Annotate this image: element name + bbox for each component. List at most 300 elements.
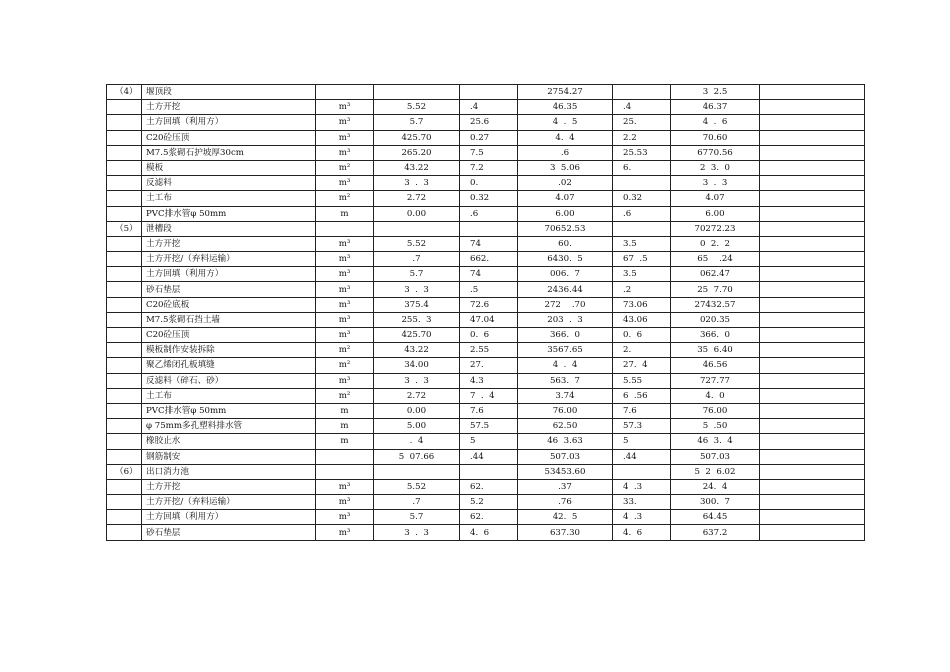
table-cell: m³: [316, 495, 374, 510]
table-cell: m²: [316, 160, 374, 175]
table-cell: 土方开挖: [142, 479, 316, 494]
table-cell: 5.52: [374, 236, 460, 251]
table-row: [107, 495, 865, 510]
table-cell: 425.70: [374, 130, 460, 145]
table-cell: 土方开挖: [142, 236, 316, 251]
table-cell: [107, 267, 142, 282]
table-cell: m³: [316, 130, 374, 145]
table-cell: 聚乙烯闭孔板填缝: [142, 358, 316, 373]
table-cell: m²: [316, 388, 374, 403]
table-cell: 3567.65: [518, 343, 613, 358]
table-cell: [760, 130, 865, 145]
table-cell: 67 .5: [613, 252, 671, 267]
table-cell: [760, 343, 865, 358]
table-cell: 5.55: [613, 373, 671, 388]
table-cell: 2.55: [460, 343, 518, 358]
table-cell: [107, 373, 142, 388]
table-cell: 土方开挖/（弃料运输）: [142, 495, 316, 510]
table-row: [107, 479, 865, 494]
table-cell: 反滤料（碎石、砂）: [142, 373, 316, 388]
table-cell: 0.32: [460, 191, 518, 206]
table-cell: [760, 388, 865, 403]
table-cell: [760, 297, 865, 312]
table-cell: [760, 85, 865, 100]
table-row: [107, 176, 865, 191]
table-row: [107, 403, 865, 418]
table-cell: 土方开挖: [142, 100, 316, 115]
table-cell: .6: [460, 206, 518, 221]
table-cell: [760, 267, 865, 282]
table-cell: 637.2: [671, 525, 760, 540]
table-cell: 62.50: [518, 419, 613, 434]
table-cell: .4: [460, 100, 518, 115]
table-cell: 4. 0: [671, 388, 760, 403]
table-cell: [316, 85, 374, 100]
table-cell: m: [316, 434, 374, 449]
table-cell: M7.5浆砌石挡土墙: [142, 312, 316, 327]
table-cell: 2.72: [374, 191, 460, 206]
table-row: [107, 282, 865, 297]
table-cell: [316, 449, 374, 464]
table-cell: m³: [316, 282, 374, 297]
table-cell: 0.32: [613, 191, 671, 206]
table-row: [107, 343, 865, 358]
table-cell: 3 . 3: [671, 176, 760, 191]
table-cell: 土方回填（利用方）: [142, 115, 316, 130]
table-cell: [374, 221, 460, 236]
table-cell: 模板制作安装拆除: [142, 343, 316, 358]
table-cell: 43.22: [374, 160, 460, 175]
table-cell: 5.7: [374, 115, 460, 130]
table-cell: 6430. 5: [518, 252, 613, 267]
table-row: [107, 160, 865, 175]
table-cell: [760, 328, 865, 343]
table-cell: [107, 252, 142, 267]
table-cell: 3 . 3: [374, 373, 460, 388]
table-cell: 25 7.70: [671, 282, 760, 297]
table-cell: 563. 7: [518, 373, 613, 388]
table-cell: 46 3. 4: [671, 434, 760, 449]
table-cell: 33.: [613, 495, 671, 510]
table-cell: 6.00: [671, 206, 760, 221]
table-cell: 265.20: [374, 145, 460, 160]
table-cell: 46.56: [671, 358, 760, 373]
table-cell: m³: [316, 312, 374, 327]
table-row: [107, 252, 865, 267]
table-cell: [107, 388, 142, 403]
table-cell: 5 07.66: [374, 449, 460, 464]
table-cell: [760, 312, 865, 327]
table-cell: 模板: [142, 160, 316, 175]
table-cell: 5.2: [460, 495, 518, 510]
table-cell: （4）: [107, 85, 142, 100]
table-cell: 4 .3: [613, 510, 671, 525]
table-cell: 76.00: [518, 403, 613, 418]
table-cell: 0. 6: [460, 328, 518, 343]
table-cell: [107, 525, 142, 540]
table-cell: 272 .70: [518, 297, 613, 312]
table-cell: [760, 373, 865, 388]
table-cell: 7.5: [460, 145, 518, 160]
table-cell: [760, 236, 865, 251]
table-cell: 5 2 6.02: [671, 464, 760, 479]
table-cell: 2 3. 0: [671, 160, 760, 175]
table-cell: 土工布: [142, 388, 316, 403]
table-cell: m²: [316, 191, 374, 206]
table-cell: 砂石垫层: [142, 282, 316, 297]
table-cell: C20砼压顶: [142, 328, 316, 343]
table-cell: PVC排水管φ 50mm: [142, 206, 316, 221]
table-row: [107, 358, 865, 373]
table-cell: 5.00: [374, 419, 460, 434]
table-row: [107, 191, 865, 206]
table-cell: m³: [316, 328, 374, 343]
table-cell: 6 .56: [613, 388, 671, 403]
table-cell: 203 . 3: [518, 312, 613, 327]
table-cell: 47.04: [460, 312, 518, 327]
table-cell: .44: [460, 449, 518, 464]
table-cell: m³: [316, 479, 374, 494]
table-cell: .5: [460, 282, 518, 297]
table-cell: 53453.60: [518, 464, 613, 479]
table-cell: [107, 434, 142, 449]
table-cell: 43.22: [374, 343, 460, 358]
table-cell: [107, 282, 142, 297]
table-row: [107, 236, 865, 251]
table-cell: [613, 85, 671, 100]
table-cell: m: [316, 206, 374, 221]
table-cell: C20砼底板: [142, 297, 316, 312]
table-cell: [316, 221, 374, 236]
table-cell: m³: [316, 176, 374, 191]
table-cell: . 4: [374, 434, 460, 449]
table-cell: [107, 130, 142, 145]
table-cell: 25.6: [460, 115, 518, 130]
table-cell: [760, 525, 865, 540]
table-cell: [760, 252, 865, 267]
table-cell: 反滤料: [142, 176, 316, 191]
table-row: [107, 525, 865, 540]
table-cell: [760, 221, 865, 236]
table-cell: 42. 5: [518, 510, 613, 525]
table-row: [107, 115, 865, 130]
table-cell: [107, 100, 142, 115]
table-cell: 46.37: [671, 100, 760, 115]
table-cell: .6: [518, 145, 613, 160]
table-cell: C20砼压顶: [142, 130, 316, 145]
table-cell: 4.3: [460, 373, 518, 388]
table-cell: 70272.23: [671, 221, 760, 236]
table-cell: [107, 145, 142, 160]
table-cell: 507.03: [671, 449, 760, 464]
table-cell: [613, 464, 671, 479]
table-cell: [107, 236, 142, 251]
table-cell: 0.27: [460, 130, 518, 145]
table-cell: 74: [460, 236, 518, 251]
table-cell: 5.7: [374, 267, 460, 282]
table-cell: PVC排水管φ 50mm: [142, 403, 316, 418]
table-cell: [760, 176, 865, 191]
table-cell: φ 75mm多孔塑料排水管: [142, 419, 316, 434]
table-row: [107, 297, 865, 312]
table-cell: 3 . 3: [374, 525, 460, 540]
table-cell: 6770.56: [671, 145, 760, 160]
table-cell: [760, 191, 865, 206]
table-row: [107, 510, 865, 525]
table-cell: [374, 85, 460, 100]
table-cell: m²: [316, 343, 374, 358]
table-cell: [760, 449, 865, 464]
table-cell: （6）: [107, 464, 142, 479]
table-cell: [107, 419, 142, 434]
table-cell: 7 . 4: [460, 388, 518, 403]
table-row: [107, 85, 865, 100]
table-cell: m³: [316, 115, 374, 130]
table-cell: 0.00: [374, 206, 460, 221]
table-cell: .76: [518, 495, 613, 510]
table-row: [107, 267, 865, 282]
table-cell: 土工布: [142, 191, 316, 206]
table-cell: 2.2: [613, 130, 671, 145]
table-cell: 3 . 3: [374, 176, 460, 191]
table-cell: [760, 403, 865, 418]
table-cell: [107, 403, 142, 418]
table-cell: 062.47: [671, 267, 760, 282]
table-cell: m³: [316, 510, 374, 525]
table-cell: 0.00: [374, 403, 460, 418]
table-cell: 25.53: [613, 145, 671, 160]
table-cell: [460, 464, 518, 479]
table-cell: 泄槽段: [142, 221, 316, 236]
table-cell: 35 6.40: [671, 343, 760, 358]
table-cell: [374, 464, 460, 479]
table-cell: [107, 206, 142, 221]
table-cell: 7.6: [613, 403, 671, 418]
table-cell: [107, 358, 142, 373]
table-cell: [760, 464, 865, 479]
table-cell: 0. 6: [613, 328, 671, 343]
table-cell: [460, 221, 518, 236]
table-cell: .44: [613, 449, 671, 464]
table-cell: 70.60: [671, 130, 760, 145]
table-cell: m: [316, 419, 374, 434]
table-row: [107, 145, 865, 160]
table-cell: 2.72: [374, 388, 460, 403]
table-cell: 5: [613, 434, 671, 449]
table-row: [107, 373, 865, 388]
table-cell: 65 .24: [671, 252, 760, 267]
table-cell: 60.: [518, 236, 613, 251]
table-cell: [760, 115, 865, 130]
table-cell: 375.4: [374, 297, 460, 312]
table-cell: 4.07: [518, 191, 613, 206]
table-cell: m³: [316, 373, 374, 388]
table-cell: [613, 221, 671, 236]
table-cell: 46.35: [518, 100, 613, 115]
table-cell: [107, 297, 142, 312]
table-row: [107, 312, 865, 327]
table-cell: 4 . 5: [518, 115, 613, 130]
table-cell: 4.07: [671, 191, 760, 206]
table-cell: [760, 510, 865, 525]
table-row: [107, 100, 865, 115]
table-cell: 3.5: [613, 267, 671, 282]
table-cell: m³: [316, 525, 374, 540]
table-cell: 5.52: [374, 479, 460, 494]
table-cell: 637.30: [518, 525, 613, 540]
table-cell: [760, 145, 865, 160]
table-row: [107, 206, 865, 221]
table-cell: 27432.57: [671, 297, 760, 312]
table-cell: [107, 495, 142, 510]
table-cell: [107, 115, 142, 130]
table-cell: 507.03: [518, 449, 613, 464]
table-cell: 土方回填（利用方）: [142, 510, 316, 525]
table-cell: m³: [316, 145, 374, 160]
table-cell: 62.: [460, 479, 518, 494]
table-cell: 425.70: [374, 328, 460, 343]
table-cell: 62.: [460, 510, 518, 525]
table-cell: 662.: [460, 252, 518, 267]
table-cell: 6.: [613, 160, 671, 175]
table-cell: [760, 100, 865, 115]
table-row: [107, 221, 865, 236]
table-cell: [760, 419, 865, 434]
table-cell: 24. 4: [671, 479, 760, 494]
table-cell: 4. 6: [613, 525, 671, 540]
quantity-table: [106, 84, 865, 541]
table-cell: [107, 479, 142, 494]
table-cell: m³: [316, 297, 374, 312]
table-cell: 300. 7: [671, 495, 760, 510]
table-cell: （5）: [107, 221, 142, 236]
table-cell: .4: [613, 100, 671, 115]
table-cell: 76.00: [671, 403, 760, 418]
table-cell: 4 . 6: [671, 115, 760, 130]
table-cell: 出口消力池: [142, 464, 316, 479]
table-cell: 5.7: [374, 510, 460, 525]
table-cell: 4. 6: [460, 525, 518, 540]
table-cell: 73.06: [613, 297, 671, 312]
table-cell: 钢筋制安: [142, 449, 316, 464]
table-cell: 57.3: [613, 419, 671, 434]
table-cell: [107, 191, 142, 206]
table-row: [107, 434, 865, 449]
table-cell: 土方回填（利用方）: [142, 267, 316, 282]
table-cell: m: [316, 403, 374, 418]
table-row: [107, 449, 865, 464]
table-cell: 堰顶段: [142, 85, 316, 100]
table-cell: [613, 176, 671, 191]
table-cell: 2.: [613, 343, 671, 358]
table-cell: 7.2: [460, 160, 518, 175]
table-cell: 3.5: [613, 236, 671, 251]
table-cell: .7: [374, 252, 460, 267]
table-cell: 4 .3: [613, 479, 671, 494]
table-cell: 3 5.06: [518, 160, 613, 175]
table-cell: [760, 358, 865, 373]
table-cell: [107, 160, 142, 175]
table-cell: 6.00: [518, 206, 613, 221]
table-cell: 2754.27: [518, 85, 613, 100]
table-cell: 27. 4: [613, 358, 671, 373]
table-cell: 土方开挖/（弃料运输）: [142, 252, 316, 267]
table-cell: 5 .50: [671, 419, 760, 434]
table-cell: 366. 0: [518, 328, 613, 343]
table-cell: [460, 85, 518, 100]
table-cell: [760, 206, 865, 221]
table-cell: 72.6: [460, 297, 518, 312]
table-cell: 5.52: [374, 100, 460, 115]
table-row: [107, 464, 865, 479]
table-cell: m³: [316, 267, 374, 282]
table-cell: .7: [374, 495, 460, 510]
table-cell: 64.45: [671, 510, 760, 525]
table-cell: 0 2. 2: [671, 236, 760, 251]
table-row: [107, 328, 865, 343]
table-cell: 43.06: [613, 312, 671, 327]
table-cell: .02: [518, 176, 613, 191]
table-cell: 255. 3: [374, 312, 460, 327]
table-cell: m³: [316, 252, 374, 267]
table-row: [107, 130, 865, 145]
table-cell: [316, 464, 374, 479]
table-cell: 2436.44: [518, 282, 613, 297]
table-cell: [760, 160, 865, 175]
table-cell: 006. 7: [518, 267, 613, 282]
table-cell: 57.5: [460, 419, 518, 434]
table-cell: [760, 479, 865, 494]
table-cell: m²: [316, 358, 374, 373]
table-cell: 34.00: [374, 358, 460, 373]
table-cell: 020.35: [671, 312, 760, 327]
table-row: [107, 419, 865, 434]
table-cell: 0.: [460, 176, 518, 191]
table-cell: [107, 176, 142, 191]
table-cell: 366. 0: [671, 328, 760, 343]
table-cell: [107, 312, 142, 327]
table-cell: 3.74: [518, 388, 613, 403]
table-cell: [760, 495, 865, 510]
table-row: [107, 388, 865, 403]
table-cell: m³: [316, 100, 374, 115]
table-cell: 4 . 4: [518, 358, 613, 373]
table-cell: m³: [316, 236, 374, 251]
table-cell: 46 3.63: [518, 434, 613, 449]
table-cell: 70652.53: [518, 221, 613, 236]
table-cell: 3 . 3: [374, 282, 460, 297]
table-cell: 74: [460, 267, 518, 282]
table-cell: [760, 434, 865, 449]
table-cell: [107, 328, 142, 343]
table-cell: [107, 343, 142, 358]
table-cell: [107, 449, 142, 464]
table-cell: .2: [613, 282, 671, 297]
table-cell: 5: [460, 434, 518, 449]
table-cell: 4. 4: [518, 130, 613, 145]
table-cell: 27.: [460, 358, 518, 373]
table-cell: M7.5浆砌石护坡厚30cm: [142, 145, 316, 160]
table-cell: 727.77: [671, 373, 760, 388]
table-cell: .6: [613, 206, 671, 221]
table-cell: 砂石垫层: [142, 525, 316, 540]
table-cell: 橡胶止水: [142, 434, 316, 449]
table-cell: 7.6: [460, 403, 518, 418]
table-cell: .37: [518, 479, 613, 494]
table-cell: 3 2.5: [671, 85, 760, 100]
table-cell: 25.: [613, 115, 671, 130]
table-cell: [760, 282, 865, 297]
